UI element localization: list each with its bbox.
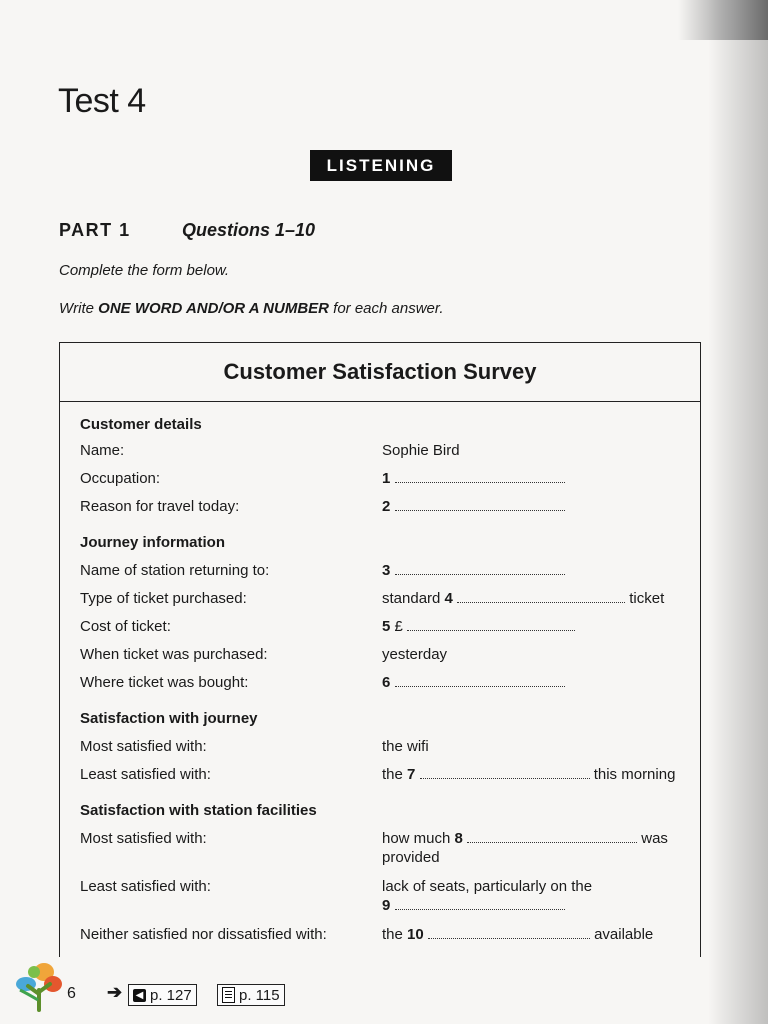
ticket-type-label: Type of ticket purchased: [80,590,247,607]
when-value: yesterday [382,646,448,663]
answer-field-7[interactable] [382,766,682,783]
tree-icon [14,960,64,1012]
neither-label: Neither satisfied nor dissatisfied with: [80,926,327,943]
survey-form [59,342,701,957]
question-number: 8 [454,830,463,847]
facilities-most-label: Most satisfied with: [80,830,207,847]
instruction-prefix: Write [59,300,99,317]
answer-field-8[interactable] [382,830,682,847]
when-label: When ticket was purchased: [80,646,268,663]
neither-prefix: the [382,926,403,943]
section-badge: LISTENING [310,150,452,181]
facilities-most-prefix: how much [382,830,451,847]
arrow-icon: ➔ [107,982,123,1002]
instruction-emphasis: ONE WORD AND/OR A NUMBER [98,300,329,317]
page-edge-shadow [708,0,768,1024]
section-satisfaction-facilities: Satisfaction with station facilities [80,802,317,819]
answer-blank[interactable] [395,470,565,483]
answer-field-9[interactable] [382,897,682,914]
answer-field-3[interactable] [382,562,682,579]
document-icon [222,987,235,1003]
instruction-answer-format [59,300,444,317]
answer-blank[interactable] [395,674,565,687]
journey-least-prefix: the [382,766,403,783]
part-heading: PART 1 [59,220,131,240]
where-label: Where ticket was bought: [80,674,249,691]
answer-field-1[interactable] [382,470,682,487]
transcript-reference[interactable] [217,984,285,1006]
facilities-most-line2: provided [382,849,440,866]
question-number: 6 [382,674,391,691]
name-label: Name: [80,442,125,459]
answer-blank[interactable] [395,562,565,575]
question-number: 10 [407,926,424,943]
question-number: 9 [382,897,391,914]
journey-most-label: Most satisfied with: [80,738,207,755]
answer-field-4[interactable] [382,590,682,607]
answer-field-5[interactable] [382,618,682,635]
currency-symbol: £ [394,618,403,635]
question-number: 7 [407,766,416,783]
audio-reference-page: p. 127 [150,986,192,1004]
questions-range: Questions 1–10 [182,220,316,240]
question-number: 2 [382,498,391,515]
answer-blank[interactable] [467,830,637,843]
name-value: Sophie Bird [382,442,460,459]
answer-field-10[interactable] [382,926,682,943]
reason-label: Reason for travel today: [80,498,240,515]
journey-most-value: the wifi [382,738,429,755]
form-title: Customer Satisfaction Survey [60,343,700,402]
ticket-type-prefix: standard [382,590,441,607]
ticket-type-suffix: ticket [629,590,665,607]
journey-least-suffix: this morning [593,766,676,783]
cost-label: Cost of ticket: [80,618,171,635]
section-satisfaction-journey: Satisfaction with journey [80,710,258,727]
question-number: 4 [444,590,453,607]
audio-reference[interactable] [128,984,197,1006]
journey-least-label: Least satisfied with: [80,766,211,783]
occupation-label: Occupation: [80,470,161,487]
answer-blank[interactable] [428,926,590,939]
page-number: 6 [67,985,76,1002]
section-journey-information: Journey information [80,534,226,551]
answer-field-2[interactable] [382,498,682,515]
facilities-least-value: lack of seats, particularly on the [382,878,593,895]
station-label: Name of station returning to: [80,562,270,579]
page-footer [0,960,768,1024]
instruction-suffix: for each answer. [329,300,444,317]
answer-blank[interactable] [420,766,590,779]
instruction-complete-form: Complete the form below. [59,262,230,279]
answer-blank[interactable] [395,897,565,910]
neither-suffix: available [594,926,654,943]
facilities-most-suffix: was [641,830,668,847]
answer-field-6[interactable] [382,674,682,691]
answer-blank[interactable] [395,498,565,511]
answer-blank[interactable] [457,590,625,603]
section-customer-details: Customer details [80,416,202,433]
facilities-least-label: Least satisfied with: [80,878,211,895]
audio-icon: ◀ [133,989,146,1002]
answer-blank[interactable] [407,618,575,631]
question-number: 5 [382,618,391,635]
transcript-reference-page: p. 115 [239,986,280,1004]
question-number: 1 [382,470,391,487]
test-title: Test 4 [58,82,146,120]
page-corner-shadow [678,0,768,40]
question-number: 3 [382,562,391,579]
